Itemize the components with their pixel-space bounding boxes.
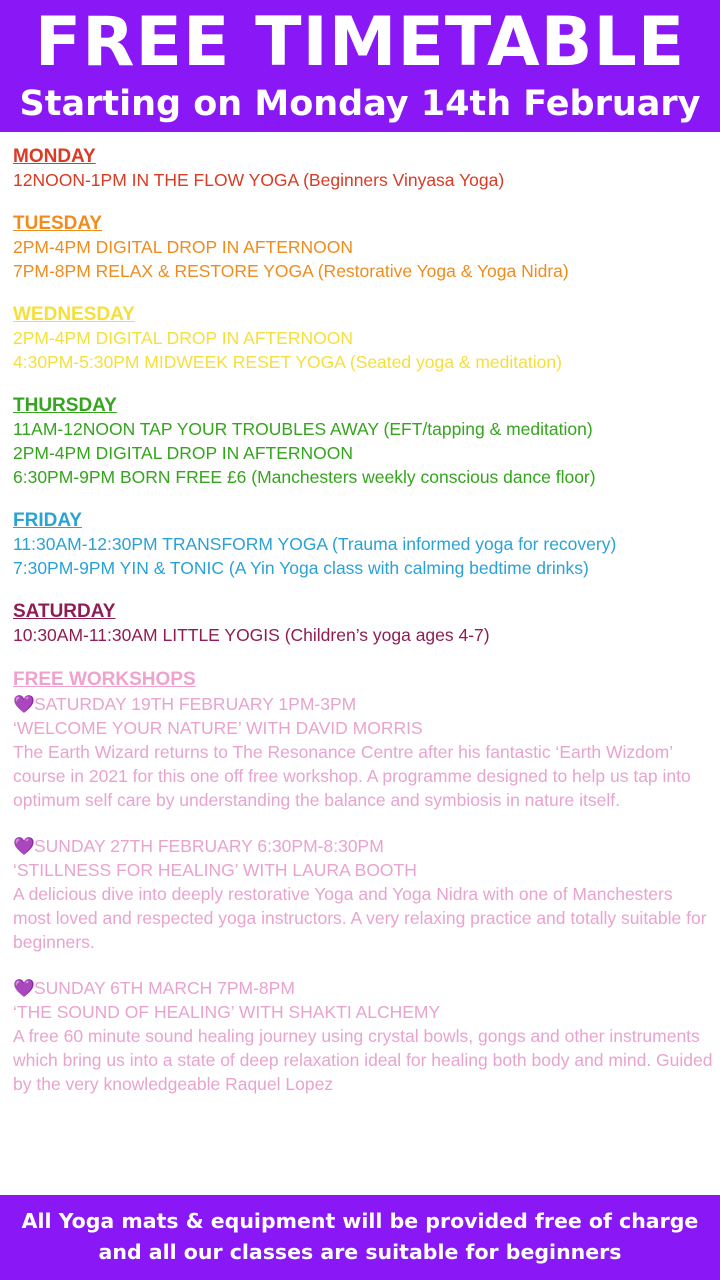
workshop-date: SUNDAY 6TH MARCH 7PM-8PM	[34, 978, 295, 998]
purple-heart-icon: 💜	[13, 836, 35, 856]
workshop-date-line	[13, 976, 713, 1000]
workshop-item	[13, 692, 713, 812]
workshop-description: The Earth Wizard returns to The Resonance Centre after his fantastic ‘Earth Wizdom’ course in 2021 for this one off free workshop. A programme designed to help us tap into optimum self care by understanding the balance and symbiosis in nature itself.	[13, 742, 691, 810]
purple-heart-icon: 💜	[13, 694, 35, 714]
day-block-monday	[13, 146, 713, 192]
page-title: FREE TIMETABLE	[34, 3, 686, 82]
workshops-heading: FREE WORKSHOPS	[13, 669, 196, 690]
session-line: 7:30PM-9PM YIN & TONIC (A Yin Yoga class with calming bedtime drinks)	[13, 558, 589, 578]
session-line: 2PM-4PM DIGITAL DROP IN AFTERNOON	[13, 443, 354, 463]
workshop-list	[13, 692, 713, 1096]
session-line: 2PM-4PM DIGITAL DROP IN AFTERNOON	[13, 237, 354, 257]
day-block-saturday	[13, 601, 713, 647]
day-block-friday	[13, 510, 713, 580]
day-list	[13, 146, 713, 647]
workshop-date-line	[13, 692, 713, 716]
workshop-date: SUNDAY 27TH FEBRUARY 6:30PM-8:30PM	[34, 836, 384, 856]
day-block-thursday	[13, 395, 713, 489]
workshop-date-line	[13, 834, 713, 858]
session-line: 11:30AM-12:30PM TRANSFORM YOGA (Trauma informed yoga for recovery)	[13, 534, 617, 554]
session-line: 11AM-12NOON TAP YOUR TROUBLES AWAY (EFT/tapping & meditation)	[13, 419, 593, 439]
workshop-item	[13, 834, 713, 954]
day-name: WEDNESDAY	[13, 304, 135, 325]
day-block-tuesday	[13, 213, 713, 283]
workshop-description: A free 60 minute sound healing journey using crystal bowls, gongs and other instruments which bring us into a state of deep relaxation ideal for healing both body and mind. Guided by the very knowledgeable Raquel Lopez	[13, 1026, 713, 1094]
session-line: 10:30AM-11:30AM LITTLE YOGIS (Children’s yoga ages 4-7)	[13, 625, 490, 645]
workshop-title: ‘THE SOUND OF HEALING’ WITH SHAKTI ALCHEMY	[13, 1002, 441, 1022]
footer-line-2: and all our classes are suitable for beginners	[98, 1240, 622, 1264]
header-banner	[0, 0, 720, 132]
workshop-title: ‘WELCOME YOUR NATURE’ WITH DAVID MORRIS	[13, 718, 423, 738]
session-line: 2PM-4PM DIGITAL DROP IN AFTERNOON	[13, 328, 354, 348]
page-subtitle: Starting on Monday 14th February	[19, 84, 701, 124]
workshop-item	[13, 976, 713, 1096]
session-line: 7PM-8PM RELAX & RESTORE YOGA (Restorative Yoga & Yoga Nidra)	[13, 261, 569, 281]
session-line: 6:30PM-9PM BORN FREE £6 (Manchesters weekly conscious dance floor)	[13, 467, 596, 487]
footer-banner	[0, 1195, 720, 1280]
workshop-title: ‘STILLNESS FOR HEALING’ WITH LAURA BOOTH	[13, 860, 417, 880]
session-line: 4:30PM-5:30PM MIDWEEK RESET YOGA (Seated yoga & meditation)	[13, 352, 562, 372]
day-block-wednesday	[13, 304, 713, 374]
workshop-date: SATURDAY 19TH FEBRUARY 1PM-3PM	[34, 694, 357, 714]
day-name: SATURDAY	[13, 601, 116, 622]
day-name: FRIDAY	[13, 510, 82, 531]
day-name: MONDAY	[13, 146, 96, 167]
footer-line-1: All Yoga mats & equipment will be provided free of charge	[21, 1209, 699, 1233]
day-name: THURSDAY	[13, 395, 117, 416]
timetable	[13, 146, 713, 1118]
day-name: TUESDAY	[13, 213, 103, 234]
purple-heart-icon: 💜	[13, 978, 35, 998]
workshop-description: A delicious dive into deeply restorative Yoga and Yoga Nidra with one of Manchesters most loved and respected yoga instructors. A very relaxing practice and totally suitable for beginners.	[13, 884, 707, 952]
session-line: 12NOON-1PM IN THE FLOW YOGA (Beginners Vinyasa Yoga)	[13, 170, 505, 190]
